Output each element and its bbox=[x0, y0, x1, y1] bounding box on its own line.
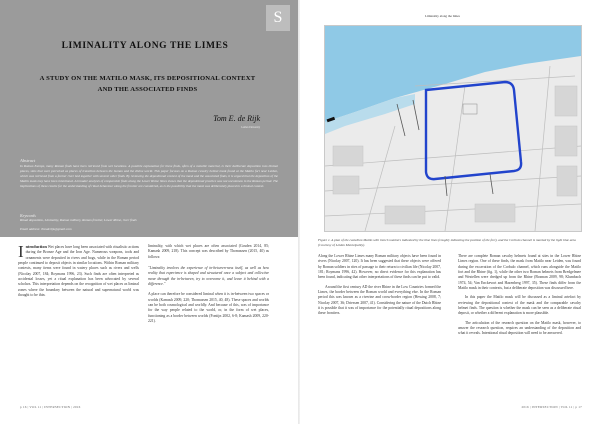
abstract-heading: Abstract bbox=[20, 158, 36, 163]
article-subtitle: A STUDY ON THE MATILO MASK, ITS DEPOSITIONAL CONTEXT AND THE ASSOCIATED FINDS bbox=[39, 75, 256, 93]
abstract-text: In Roman Europe, many Roman finds have been retrieved from wet locations. A possible explanation for these finds, often of a metallic material, is their deliberate deposition into liminal places, sites that were perceived as places of transition between the human and the divine world. This paper focuses on a Roman cavalry helmet mask found at the Matilo fort near Leiden, which was retrieved from a former river bed together with several other finds. By reviewing the depositional context of the mask and the associated finds, it is argued that the deposition of the Matilo mask may have been intentional. A broader analysis of comparable finds along the Lower Rhine limes shows that the depositional practice was not uncommon in the Roman period. The implications of these results for the understanding of ritual behaviour along the frontier are considered, as is the possibility that the mask was deliberately placed in a liminal context. bbox=[20, 164, 278, 188]
text-column-3 bbox=[318, 254, 441, 321]
site-plan-map bbox=[325, 26, 581, 231]
introduction-heading: ntroduction bbox=[25, 244, 47, 249]
running-header: Liminality along the limes bbox=[425, 14, 460, 18]
text-column-4 bbox=[458, 254, 581, 341]
keywords-heading: Keywords bbox=[20, 213, 36, 218]
drop-cap: I bbox=[18, 242, 24, 261]
introduction-text: Wet places have long been associated with ritualistic actions during the Bronze Age and the Iron Age. Numerous weapons, tools and ornaments were deposited in rivers and bogs, while in the Roman period people continued to deposit objects in similar locations. Within Roman military contexts, many items were found in watery places such as rivers and wells (Nicolay 2007, 184; Roymans 1996, 23). Such finds are often interpreted as accidental losses, yet a ritual explanation has been advocated by several scholars. This interpretation depends on the recognition of wet places as liminal zones where the boundary between the natural and supernatural world was thought to be thin. bbox=[18, 245, 139, 298]
page-footer-left: p 16 | VOL 11 | INTERSECTION | 2016 bbox=[20, 405, 81, 409]
article-header-block bbox=[0, 0, 300, 237]
section-letter-tab: S bbox=[266, 5, 290, 31]
text-column-2 bbox=[148, 244, 269, 324]
paragraph: The articulation of the research question on the Matilo mask, however, to answer the research question, requires an understanding of the deposition and what it reveals. Intentional ritual deposition will need to be answered. bbox=[458, 320, 581, 336]
author-name: Tom E. de Rijk bbox=[213, 114, 260, 123]
text-column-1 bbox=[18, 244, 139, 298]
paragraph: In this paper the Matilo mask will be discussed as a liminal artefact by reviewing the depositional context of the mask and the comparable cavalry helmet finds. The question is whether the mask can be seen as a deliberate ritual deposit, or whether a different explanation is more plausible. bbox=[458, 295, 581, 316]
paragraph: There are complete Roman cavalry helmets found at sites in the Lower Rhine Limes region. One of these finds, the mask from Matilo near Leiden, was found during the excavation of the Corbulo channel, which runs alongside the Matilo fort and the Rhine (fig. 1), while the other two Roman helmets from Bredgelmee and Westellen were dredged up from the Rhine (Bosman 2009, 98; Klumbach 1974, 54; Van Enckevort and Hazenberg 1997, 35). These finds differ from the Matilo mask in their contexts, but a deliberate deposition was discussed here. bbox=[458, 254, 581, 291]
block-quote: "Liminality involves the experience of in-between-ness itself, as well as how reality that experience is shaped and structured once a subject and collective move through the in-between, try to overcome it, and leave it behind with a difference." bbox=[148, 266, 269, 287]
author-email: Email address: Tomderijk@gmail.com bbox=[20, 227, 72, 231]
figure-caption: Figure 1. A plan of the castellum Matilo with trench numbers indicated by the blue lines (roughly indicating the position of the fort), and the Corbulo channel is marked by the light blue area (Courtesy of Leiden Municipality). bbox=[318, 238, 576, 247]
article-title: LIMINALITY ALONG THE LIMES bbox=[61, 41, 229, 51]
page-footer-right: 2016 | INTERSECTION | VOL 11 | p 17 bbox=[521, 405, 582, 409]
keywords-text: Ritual deposition, Liminality, Roman military, Roman frontier, Lower Rhine, river finds bbox=[20, 218, 137, 222]
site-plan-figure bbox=[324, 25, 582, 232]
paragraph: Around the first century AD the river Rhine in the Low Countries formed the Limes, the border between the Roman world and everything else. In the Roman period this was known as a riverine and cross-border region (Hessing 2008, 7; Nicolay 2007, 36; Driessen 2007, 41). Considering the nature of the Dutch Rhine it is possible that it was of importance for the potentially ritual depositions along these frontiers. bbox=[318, 284, 441, 316]
paragraph: liminality, with which wet places are often associated (Gosden 2014, 85; Kamash 2009, 218). This concept was described by Thomassen (2015, 40) as follows: bbox=[148, 244, 269, 259]
paragraph: A place can therefore be considered liminal when it is in-between two spaces or worlds (Kamash 2009, 220; Thomassen 2015, 40, 48). These spaces and worlds can be both cosmological and worldly. And because of this, was of importance for the way people related to the world, or, in the form of wet places, functioning as a border between worlds (Fontijn 2002, 6-8; Kamash 2009, 220-221). bbox=[148, 292, 269, 324]
author-affiliation: Leiden University bbox=[241, 126, 260, 129]
right-page bbox=[300, 0, 600, 424]
paragraph: Along the Lower Rhine Limes many Roman military objects have been found in rivers (Nicolay 2007, 120). It has been suggested that these objects were offered by Roman soldiers in rites of passage to their return to civilian life (Nicolay 2007, 181; Roymans 1996, 42). However, no direct evidence for this explanation has been found, indicating that other interpretations of these finds can be put to valid. bbox=[318, 254, 441, 280]
